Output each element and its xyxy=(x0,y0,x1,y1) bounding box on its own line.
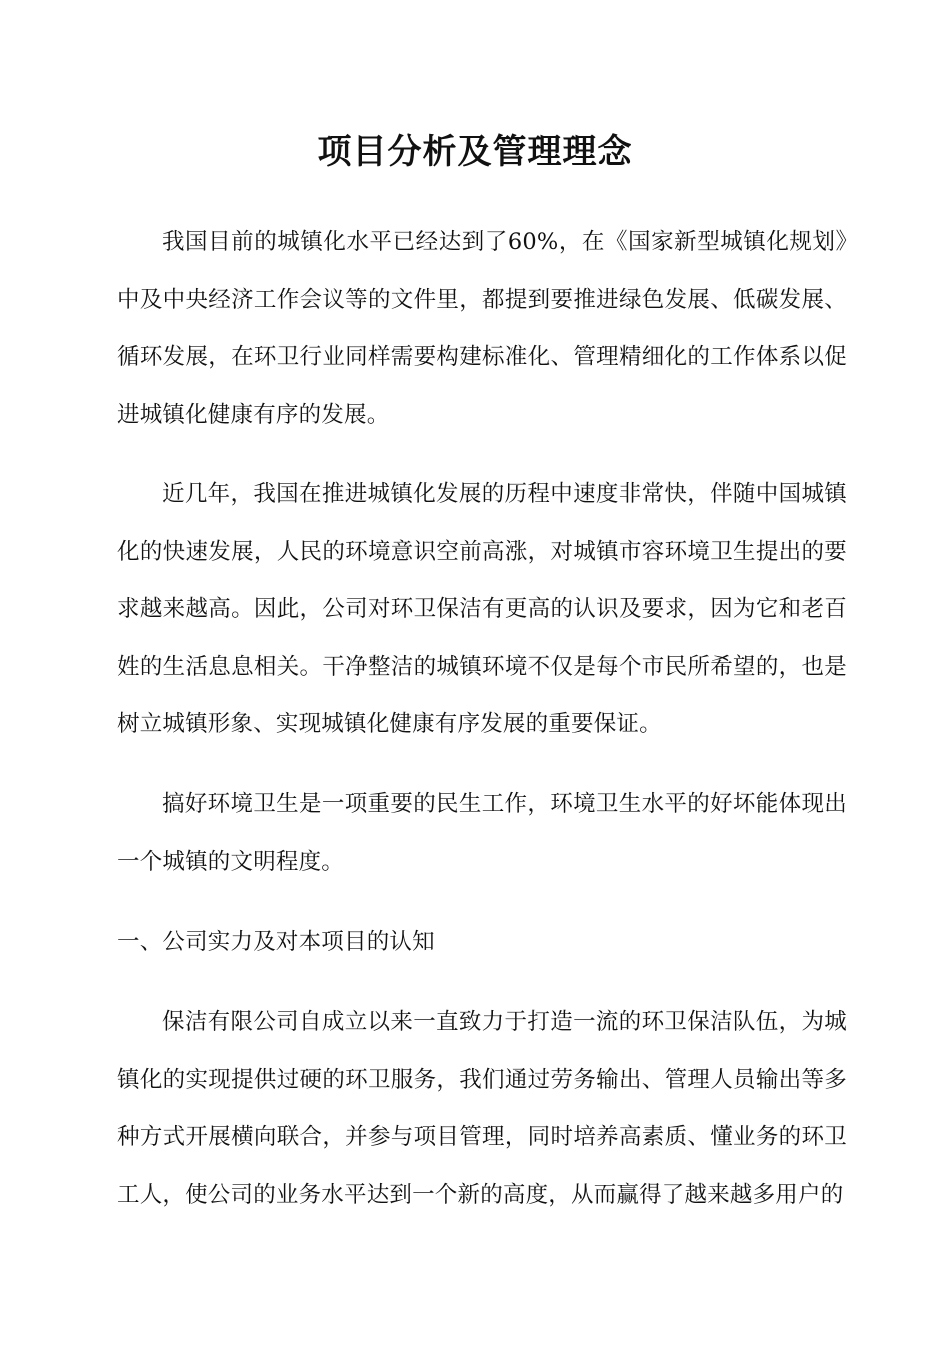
paragraph-urbanization-level: 我国目前的城镇化水平已经达到了60%，在《国家新型城镇化规划》中及中央经济工作会议等的文件里，都提到要推进绿色发展、低碳发展、循环发展，在环卫行业同样需要构建标准化、管理精细化的工作体系以促进城镇化健康有序的发展。 xyxy=(117,229,847,428)
document-title: 项目分析及管理理念 xyxy=(317,132,633,172)
paragraph-sanitation-importance: 搞好环境卫生是一项重要的民生工作，环境卫生水平的好坏能体现出一个城镇的文明程度。 xyxy=(117,791,847,875)
paragraph-urbanization-speed: 近几年，我国在推进城镇化发展的历程中速度非常快，伴随中国城镇化的快速发展，人民的环境意识空前高涨，对城镇市容环境卫生提出的要求越来越高。因此，公司对环卫保洁有更高的认识及要求，因为它和老百姓的生活息息相关。干净整洁的城镇环境不仅是每个市民所希望的，也是树立城镇形象、实现城镇化健康有序发展的重要保证。 xyxy=(117,481,847,737)
paragraph-company-strength: 保洁有限公司自成立以来一直致力于打造一流的环卫保洁队伍，为城镇化的实现提供过硬的环卫服务，我们通过劳务输出、管理人员输出等多种方式开展横向联合，并参与项目管理，同时培养高素质、懂业务的环卫工人，使公司的业务水平达到一个新的高度，从而赢得了越来越多用户的 xyxy=(117,1009,847,1208)
section-heading: 一、公司实力及对本项目的认知 xyxy=(117,929,435,955)
